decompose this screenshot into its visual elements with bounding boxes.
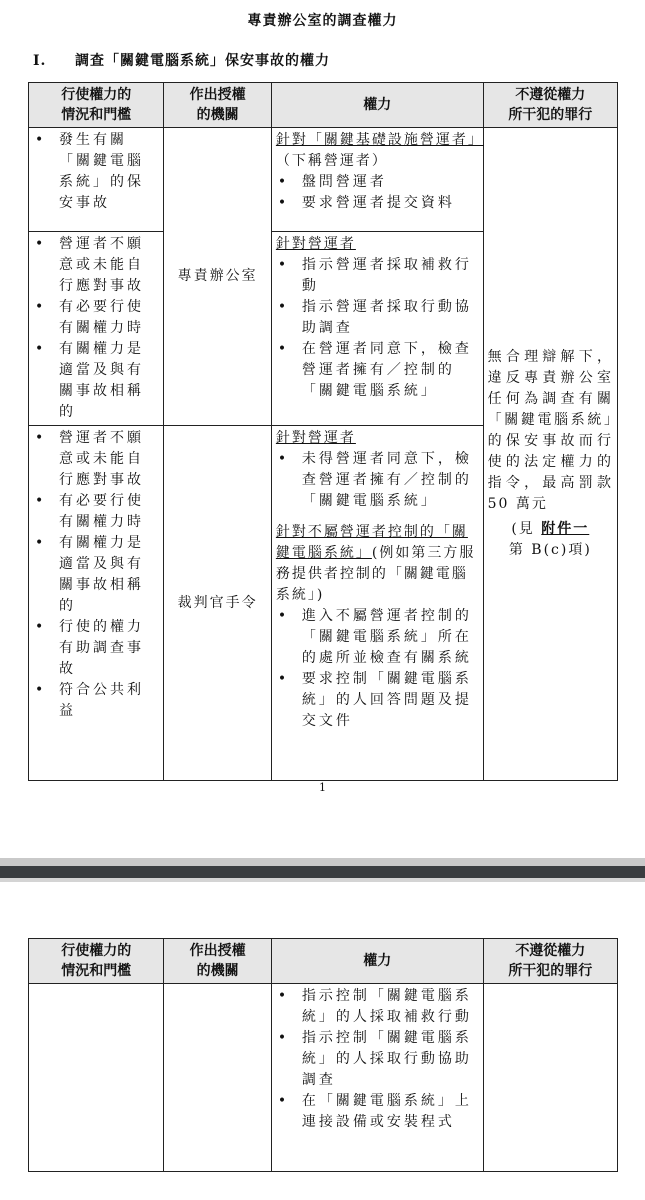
page-separator-bar <box>0 866 645 878</box>
table-row <box>29 128 618 232</box>
condition-item: • 有必要行使有關權力時 <box>33 491 159 533</box>
power-item: • 指示營運者採取補救行動 <box>276 255 479 297</box>
power-target-suffix: （下稱營運者） <box>275 153 388 169</box>
header-powers: 權力 <box>271 939 483 984</box>
condition-item: • 發生有關「關鍵電腦系統」的保安事故 <box>33 130 159 214</box>
authority-cell: 裁判官手令 <box>164 426 271 781</box>
penalty-cell <box>483 984 617 1172</box>
page-number: 1 <box>319 781 326 794</box>
authority-cell: 專責辦公室 <box>164 128 271 426</box>
conditions-cell <box>29 232 164 426</box>
power-target-heading: 針對營運者 <box>275 430 356 446</box>
header-authority: 作出授權 的機關 <box>164 939 271 984</box>
power-target-heading-2: 針對不屬營運者控制的「關鍵電腦系統」 <box>275 524 468 561</box>
conditions-cell <box>29 426 164 781</box>
header-offences: 不遵從權力 所干犯的罪行 <box>483 83 617 128</box>
powers-cell <box>271 232 483 426</box>
condition-item: • 營運者不願意或未能自行應對事故 <box>33 428 159 491</box>
power-item: • 在營運者同意下，檢查營運者擁有／控制的「關鍵電腦系統」 <box>276 339 479 402</box>
powers-cell <box>271 426 483 781</box>
header-conditions: 行使權力的 情況和門檻 <box>29 939 164 984</box>
penalty-text: 無合理辯解下，違反專責辦公室任何為調查有關「關鍵電腦系統」的保安事故而行使的法定權力的指令，最高罰款 50 萬元 <box>487 349 613 512</box>
powers-table-continued <box>28 938 618 1172</box>
power-target-heading: 針對營運者 <box>275 236 356 252</box>
power-item: • 要求營運者提交資料 <box>276 193 479 214</box>
section-heading <box>33 50 330 70</box>
powers-table <box>28 82 618 781</box>
condition-item: • 營運者不願意或未能自行應對事故 <box>33 234 159 297</box>
powers-cell <box>271 984 483 1172</box>
condition-item: • 符合公共利益 <box>33 680 159 722</box>
condition-item: • 有必要行使有關權力時 <box>33 297 159 339</box>
authority-cell <box>164 984 271 1172</box>
power-item: • 指示控制「關鍵電腦系統」的人採取補救行動 <box>276 986 479 1028</box>
condition-item: • 有關權力是適當及與有關事故相稱的 <box>33 533 159 617</box>
table-header-row <box>29 83 618 128</box>
power-item: • 指示控制「關鍵電腦系統」的人採取行動協助調查 <box>276 1028 479 1091</box>
header-conditions: 行使權力的 情況和門檻 <box>29 83 164 128</box>
conditions-cell <box>29 984 164 1172</box>
power-target-suffix-2: (例如第三方服務提供者控制的「關鍵電腦系統」) <box>275 545 476 603</box>
condition-item: • 有關權力是適當及與有關事故相稱的 <box>33 339 159 423</box>
penalty-reference: (見 附件一 第 B(c)項) <box>508 521 592 558</box>
document-title: 專責辦公室的調查權力 <box>247 13 398 29</box>
powers-cell <box>271 128 483 232</box>
power-item: • 盤問營運者 <box>276 172 479 193</box>
power-item: • 在「關鍵電腦系統」上連接設備或安裝程式 <box>276 1091 479 1133</box>
page-separator-edge <box>0 878 645 882</box>
section-title: 調查「關鍵電腦系統」保安事故的權力 <box>75 53 330 69</box>
power-target-heading: 針對「關鍵基礎設施營運者」 <box>275 132 484 148</box>
power-item: • 進入不屬營運者控制的「關鍵電腦系統」所在的處所並檢查有關系統 <box>276 606 479 669</box>
condition-item: • 行使的權力有助調查事故 <box>33 617 159 680</box>
header-authority: 作出授權 的機關 <box>164 83 271 128</box>
header-powers: 權力 <box>271 83 483 128</box>
power-item: • 指示營運者採取行動協助調查 <box>276 297 479 339</box>
power-item: • 未得營運者同意下，檢查營運者擁有／控制的「關鍵電腦系統」 <box>276 449 479 512</box>
header-offences: 不遵從權力 所干犯的罪行 <box>483 939 617 984</box>
section-number: I. <box>33 53 47 69</box>
table-row <box>29 984 618 1172</box>
conditions-cell <box>29 128 164 232</box>
penalty-cell <box>483 128 617 781</box>
annex-link[interactable]: 附件一 <box>541 521 590 537</box>
power-item: • 要求控制「關鍵電腦系統」的人回答問題及提交文件 <box>276 669 479 732</box>
table-header-row <box>29 939 618 984</box>
